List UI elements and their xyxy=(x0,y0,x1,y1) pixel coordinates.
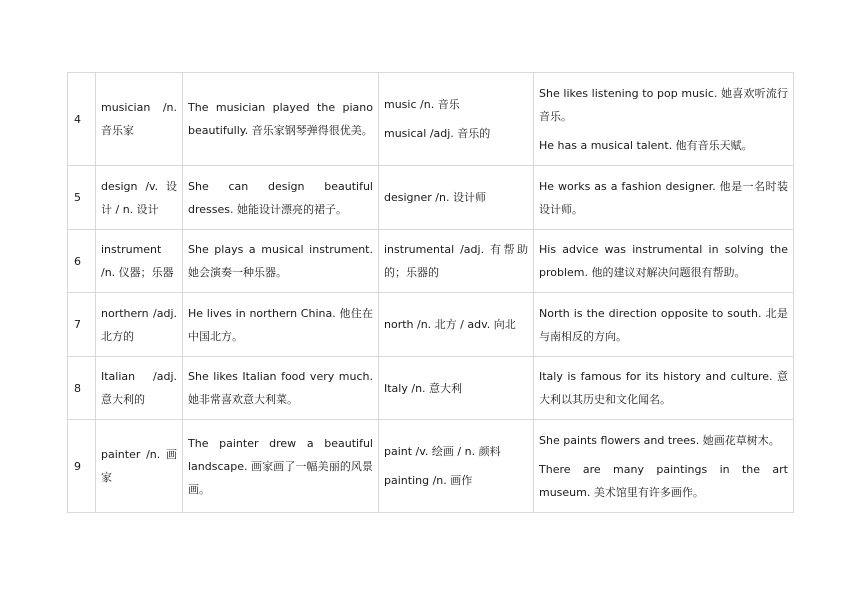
sentences-cell xyxy=(534,293,794,357)
related-word: designer /n. 设计师 xyxy=(384,191,486,204)
example-sentence: Italy is famous for its history and culture. 意大利以其历史和文化闻名。 xyxy=(539,370,788,406)
word-cell: instrument /n. 仪器；乐器 xyxy=(96,230,183,293)
word-cell: musician /n. 音乐家 xyxy=(96,73,183,166)
sentences-cell xyxy=(534,420,794,513)
example-sentence: She paints flowers and trees. 她画花草树木。 xyxy=(539,433,780,447)
related-word: music /n. 音乐 xyxy=(384,98,460,111)
sentences-cell xyxy=(534,73,794,166)
word-cell: design /v. 设计 / n. 设计 xyxy=(96,166,183,230)
table-row xyxy=(68,166,794,230)
vocabulary-table xyxy=(67,72,794,513)
example-cell: He lives in northern China. 他住在中国北方。 xyxy=(183,293,379,357)
related-words-cell xyxy=(379,293,534,357)
example-cell: The painter drew a beautiful landscape. 画家画了一幅美丽的风景画。 xyxy=(183,420,379,513)
vocabulary-table-body xyxy=(68,73,794,513)
related-word: painting /n. 画作 xyxy=(384,474,473,487)
related-words-cell xyxy=(379,73,534,166)
related-words-cell xyxy=(379,166,534,230)
sentences-cell xyxy=(534,166,794,230)
row-number: 7 xyxy=(68,293,96,357)
related-word: paint /v. 绘画 / n. 颜料 xyxy=(384,445,501,458)
row-number: 9 xyxy=(68,420,96,513)
example-sentence: North is the direction opposite to south. 北是与南相反的方向。 xyxy=(539,306,788,343)
example-sentence: She likes listening to pop music. 她喜欢听流行音乐。 xyxy=(539,86,788,123)
table-row xyxy=(68,357,794,420)
table-row xyxy=(68,293,794,357)
sentences-cell xyxy=(534,357,794,420)
related-words-cell xyxy=(379,357,534,420)
example-cell: She can design beautiful dresses. 她能设计漂亮的裙子。 xyxy=(183,166,379,230)
example-cell: She likes Italian food very much. 她非常喜欢意大利菜。 xyxy=(183,357,379,420)
row-number: 8 xyxy=(68,357,96,420)
row-number: 4 xyxy=(68,73,96,166)
example-cell: The musician played the piano beautifully. 音乐家钢琴弹得很优美。 xyxy=(183,73,379,166)
related-word: instrumental /adj. 有帮助的；乐器的 xyxy=(384,243,528,279)
example-sentence: He has a musical talent. 他有音乐天赋。 xyxy=(539,138,753,152)
word-cell: northern /adj. 北方的 xyxy=(96,293,183,357)
example-sentence: His advice was instrumental in solving the problem. 他的建议对解决问题很有帮助。 xyxy=(539,243,788,279)
related-word: Italy /n. 意大利 xyxy=(384,381,463,395)
row-number: 6 xyxy=(68,230,96,293)
related-word: musical /adj. 音乐的 xyxy=(384,127,491,140)
example-sentence: There are many paintings in the art museum. 美术馆里有许多画作。 xyxy=(539,462,788,499)
related-words-cell xyxy=(379,230,534,293)
related-words-cell xyxy=(379,420,534,513)
table-row xyxy=(68,230,794,293)
word-cell: Italian /adj. 意大利的 xyxy=(96,357,183,420)
table-row xyxy=(68,73,794,166)
related-word: north /n. 北方 / adv. 向北 xyxy=(384,318,516,331)
example-sentence: He works as a fashion designer. 他是一名时装设计师。 xyxy=(539,179,788,216)
example-cell: She plays a musical instrument. 她会演奏一种乐器。 xyxy=(183,230,379,293)
table-row xyxy=(68,420,794,513)
word-cell: painter /n. 画家 xyxy=(96,420,183,513)
sentences-cell xyxy=(534,230,794,293)
row-number: 5 xyxy=(68,166,96,230)
